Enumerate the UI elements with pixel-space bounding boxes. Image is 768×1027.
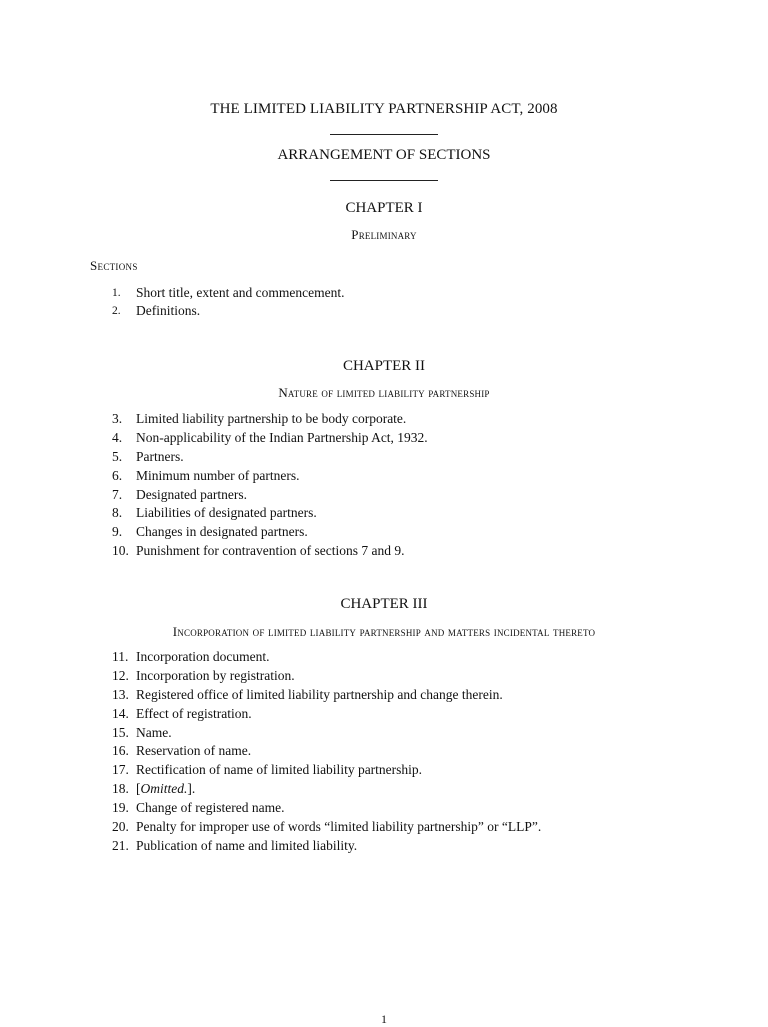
section-title: Effect of registration. — [136, 705, 252, 721]
section-number: 15. — [112, 724, 129, 740]
section-item — [112, 648, 541, 667]
arrangement-divider — [330, 180, 438, 181]
section-item — [112, 686, 541, 705]
section-title: Publication of name and limited liability. — [136, 837, 358, 853]
section-item — [112, 780, 541, 799]
chapter-1-section-list — [112, 284, 344, 320]
chapter-1-subheading: Preliminary — [351, 227, 417, 242]
section-item — [112, 284, 344, 302]
section-number: 1. — [112, 287, 121, 299]
title-divider — [330, 134, 438, 135]
omitted-italic: Omitted. — [140, 781, 188, 797]
section-item — [112, 542, 428, 561]
section-item — [112, 742, 541, 761]
section-title: Changes in designated partners. — [136, 524, 308, 540]
section-title: [Omitted.]. — [136, 781, 196, 797]
section-number: 4. — [112, 429, 123, 445]
page-number: 1 — [381, 1012, 387, 1026]
section-title: Incorporation document. — [136, 649, 270, 664]
section-title: Name. — [136, 724, 172, 740]
section-title: Short title, extent and commencement. — [136, 285, 345, 300]
arrangement-heading: ARRANGEMENT OF SECTIONS — [277, 147, 491, 163]
section-item — [112, 761, 541, 780]
section-title: Non-applicability of the Indian Partnership Act, 1932. — [136, 429, 428, 445]
document-title: THE LIMITED LIABILITY PARTNERSHIP ACT, 2008 — [210, 101, 558, 117]
chapter-1-heading: CHAPTER I — [345, 200, 423, 216]
section-item — [112, 467, 428, 486]
section-title: Penalty for improper use of words “limited liability partnership” or “LLP”. — [136, 819, 542, 835]
section-number: 9. — [112, 524, 123, 540]
section-title: Incorporation by registration. — [136, 667, 295, 683]
chapter-3-section-list — [112, 648, 541, 856]
section-title: Limited liability partnership to be body corporate. — [136, 411, 407, 426]
section-item — [112, 705, 541, 724]
section-item — [112, 410, 428, 429]
chapter-3-heading: CHAPTER III — [340, 596, 428, 612]
chapter-3-subheading: Incorporation of limited liability partnership and matters incidental thereto — [172, 624, 596, 639]
sections-label: Sections — [90, 258, 138, 273]
section-number: 16. — [112, 743, 129, 759]
section-title: Minimum number of partners. — [136, 467, 300, 483]
chapter-2-section-list — [112, 410, 428, 561]
section-number: 7. — [112, 486, 123, 502]
section-number: 17. — [112, 762, 129, 778]
section-number: 8. — [112, 505, 123, 521]
section-title: Partners. — [136, 448, 184, 464]
section-item — [112, 799, 541, 818]
section-title: Liabilities of designated partners. — [136, 505, 317, 521]
section-title: Reservation of name. — [136, 743, 252, 759]
section-number: 18. — [112, 781, 129, 797]
section-item — [112, 302, 344, 320]
section-number: 13. — [112, 686, 129, 702]
section-item — [112, 486, 428, 505]
section-item — [112, 724, 541, 743]
section-title: Rectification of name of limited liability partnership. — [136, 762, 423, 778]
section-item — [112, 429, 428, 448]
section-number: 6. — [112, 467, 123, 483]
section-title: Change of registered name. — [136, 800, 285, 816]
section-item — [112, 448, 428, 467]
section-number: 2. — [112, 305, 121, 317]
section-number: 10. — [112, 543, 129, 559]
section-number: 11. — [112, 649, 129, 664]
section-item — [112, 523, 428, 542]
section-item — [112, 667, 541, 686]
section-item — [112, 837, 541, 856]
section-number: 14. — [112, 705, 129, 721]
section-title: Designated partners. — [136, 486, 247, 502]
section-number: 20. — [112, 819, 129, 835]
section-title: Punishment for contravention of sections 7 and 9. — [136, 543, 405, 559]
section-number: 19. — [112, 800, 129, 816]
section-number: 5. — [112, 448, 123, 464]
section-title: Definitions. — [136, 303, 201, 318]
section-number: 21. — [112, 837, 129, 853]
chapter-2-heading: CHAPTER II — [342, 358, 426, 374]
section-number: 12. — [112, 667, 129, 683]
chapter-2-subheading: Nature of limited liability partnership — [278, 385, 490, 400]
section-item — [112, 504, 428, 523]
section-title: Registered office of limited liability partnership and change therein. — [136, 686, 503, 702]
section-item — [112, 818, 541, 837]
section-number: 3. — [112, 411, 123, 426]
